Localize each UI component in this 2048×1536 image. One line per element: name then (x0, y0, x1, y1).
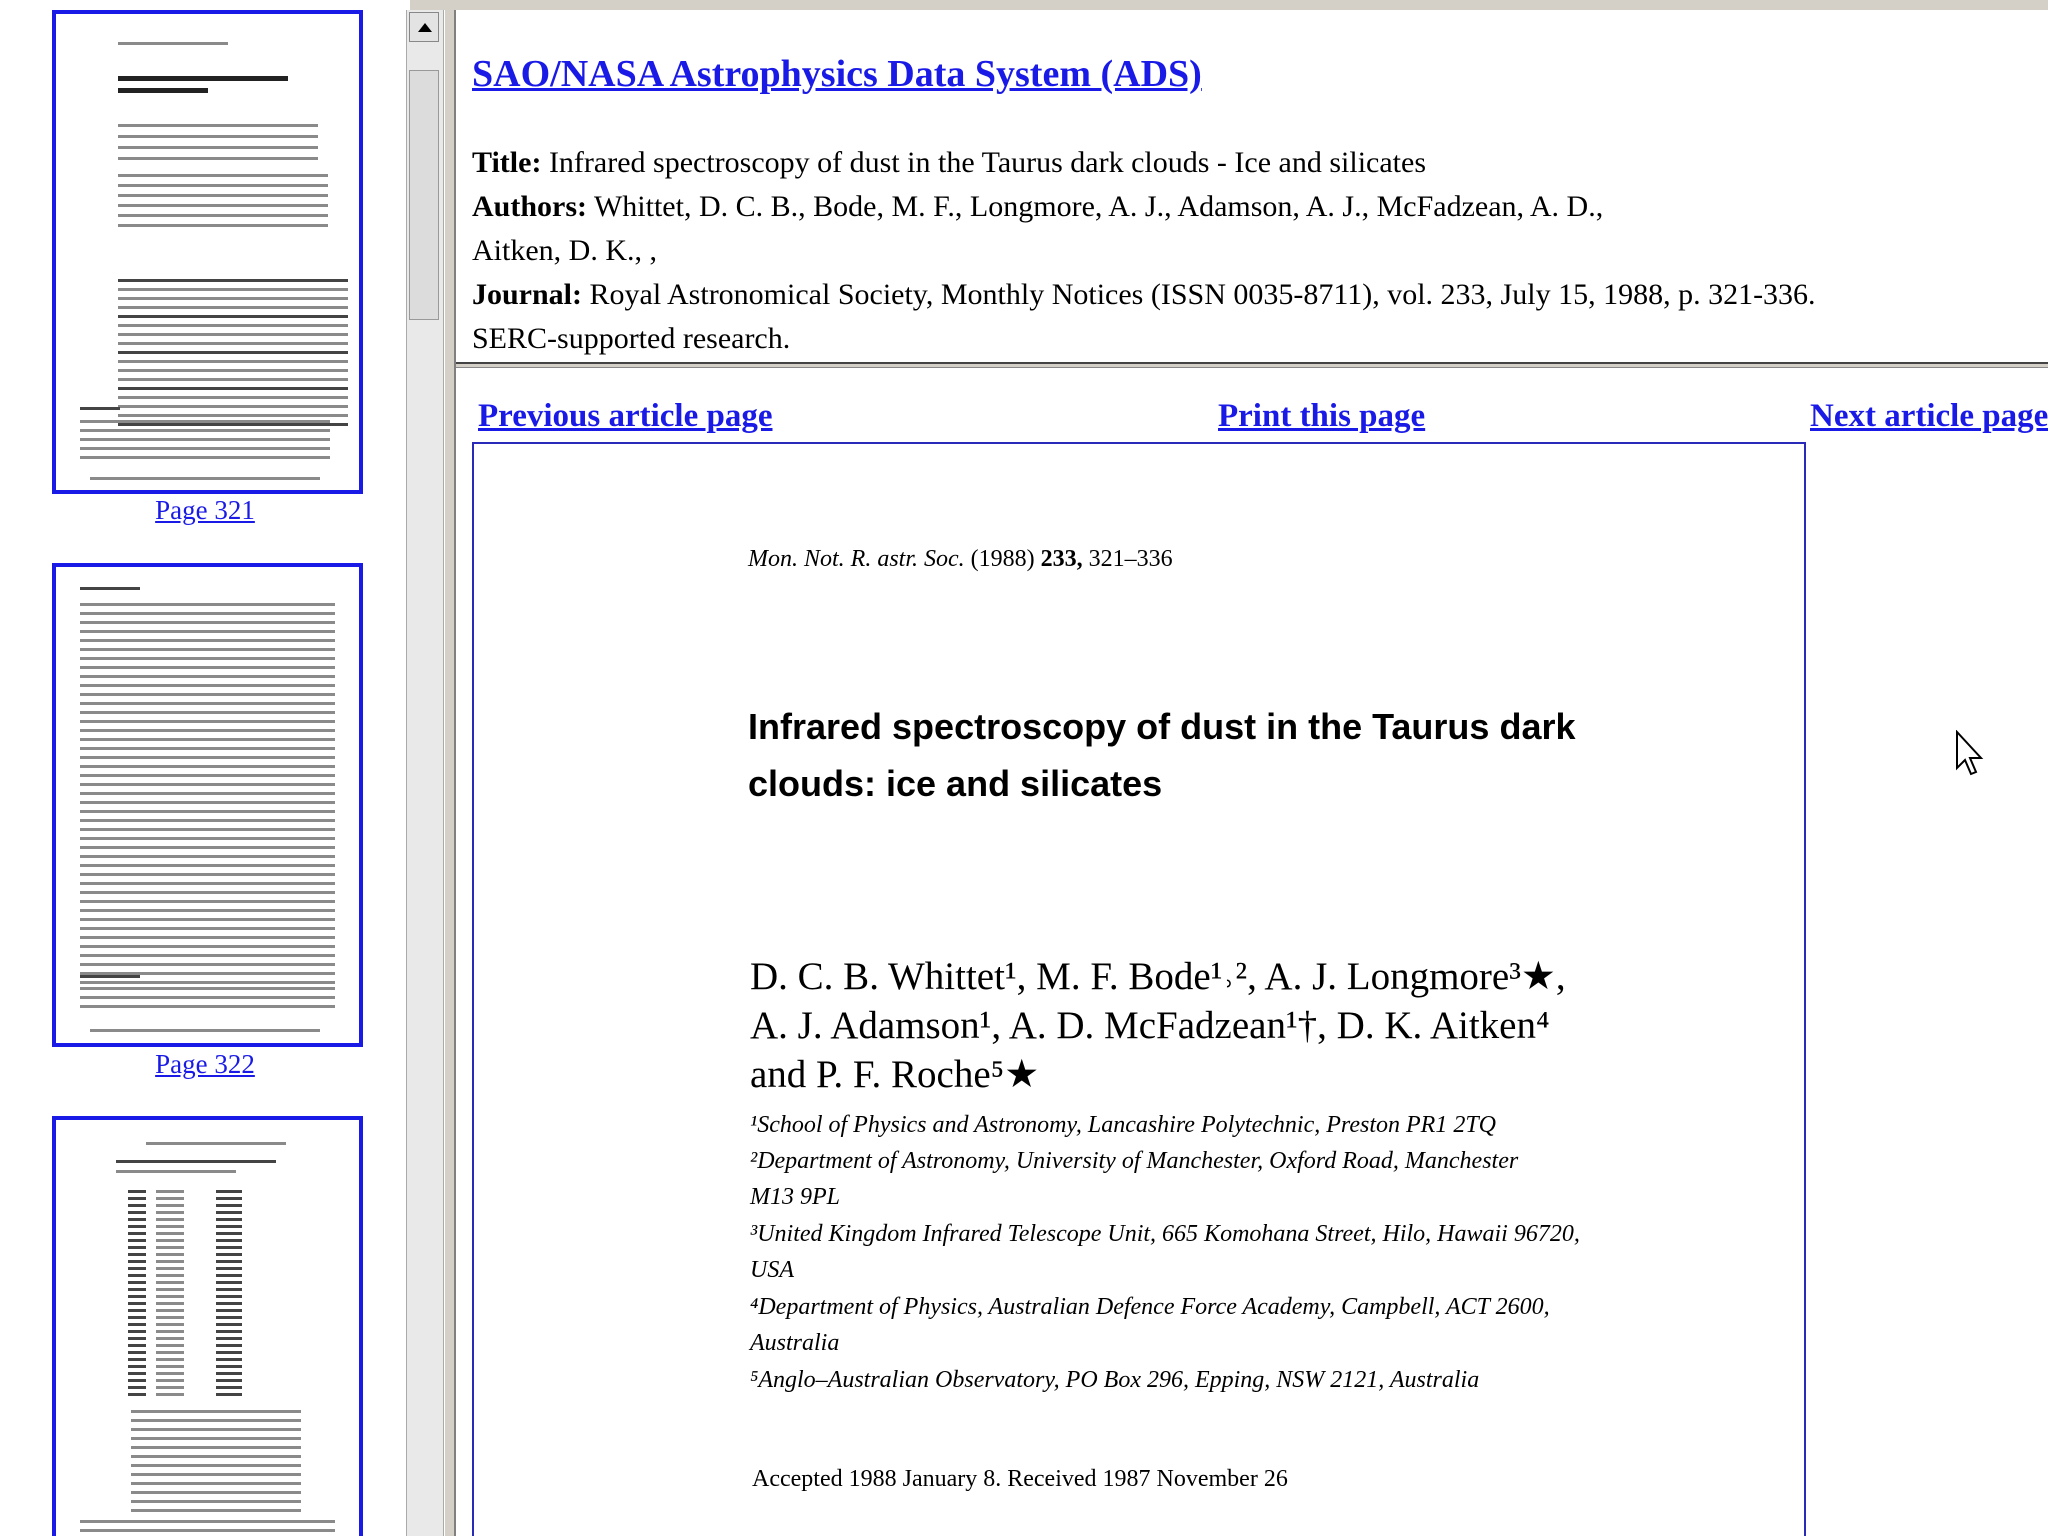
thumbnail-text-line (80, 864, 335, 867)
thumbnail-text-line (118, 396, 348, 399)
thumbnail-text-line (80, 612, 335, 615)
thumbnail-text-line (156, 1337, 184, 1340)
thumbnail-text-line (80, 927, 335, 930)
page-thumbnail-322[interactable] (52, 563, 363, 1047)
thumbnail-text-line (128, 1260, 146, 1263)
thumbnail-scrollbar[interactable] (406, 10, 444, 1536)
thumbnail-text-line (216, 1260, 242, 1263)
journal-row (472, 278, 1816, 312)
thumbnail-text-line (216, 1323, 242, 1326)
affiliation-line: M13 9PL (750, 1184, 840, 1210)
thumbnail-text-line (156, 1330, 184, 1333)
thumbnail-text-line (80, 981, 335, 984)
thumbnail-text-line (80, 407, 120, 410)
thumbnail-text-line (128, 1323, 146, 1326)
affiliation-line: ¹School of Physics and Astronomy, Lancashire Polytechnic, Preston PR1 2TQ (750, 1112, 1496, 1138)
thumbnail-text-line (131, 1446, 301, 1449)
thumbnail-text-line (80, 918, 335, 921)
thumbnail-text-line (80, 747, 335, 750)
thumbnail-text-line (131, 1500, 301, 1503)
thumbnail-text-line (118, 174, 328, 177)
thumbnail-text-line (118, 369, 348, 372)
thumbnail-text-line (80, 675, 335, 678)
thumbnail-text-line (118, 88, 208, 93)
thumbnail-text-line (128, 1197, 146, 1200)
thumbnail-text-line (80, 456, 330, 459)
thumbnail-text-line (156, 1323, 184, 1326)
print-this-page-link[interactable]: Print this page (1218, 398, 1426, 434)
thumbnail-text-line (216, 1232, 242, 1235)
thumbnail-text-line (116, 1170, 236, 1173)
thumbnail-text-line (80, 711, 335, 714)
authors-row-continued (472, 234, 657, 268)
thumbnail-text-line (118, 351, 348, 354)
thumbnail-text-line (128, 1267, 146, 1270)
thumbnail-text-line (80, 1520, 335, 1523)
journal-value: Royal Astronomical Society, Monthly Notices (ISSN 0035-8711), vol. 233, July 15, 1988, p. 321-336. (589, 278, 1816, 311)
authors-line: A. J. Adamson¹, A. D. McFadzean¹†, D. K. Aitken⁴ (750, 1004, 1550, 1047)
thumbnail-text-line (80, 1529, 335, 1532)
thumbnail-text-line (156, 1232, 184, 1235)
thumbnail-text-line (90, 477, 320, 480)
thumbnail-text-line (128, 1225, 146, 1228)
citation-pages: 321–336 (1088, 546, 1173, 572)
thumbnail-text-line (146, 1142, 286, 1145)
thumbnail-text-line (156, 1204, 184, 1207)
thumbnail-text-line (216, 1344, 242, 1347)
thumbnail-text-line (156, 1302, 184, 1305)
thumbnail-text-line (118, 288, 348, 291)
thumbnail-text-line (216, 1239, 242, 1242)
thumbnail-text-line (216, 1225, 242, 1228)
thumbnail-text-line (128, 1295, 146, 1298)
thumbnail-text-line (128, 1239, 146, 1242)
thumbnail-text-line (128, 1358, 146, 1361)
authors-value-continued: Aitken, D. K., , (472, 234, 657, 267)
thumbnail-text-line (156, 1365, 184, 1368)
thumbnail-text-line (216, 1246, 242, 1249)
thumbnail-text-line (156, 1211, 184, 1214)
thumbnail-text-line (118, 387, 348, 390)
page-thumbnail-323[interactable] (52, 1116, 363, 1536)
thumbnail-text-line (131, 1482, 301, 1485)
affiliation-line: ⁵Anglo–Australian Observatory, PO Box 296, Epping, NSW 2121, Australia (750, 1367, 1480, 1393)
thumbnail-text-line (118, 42, 228, 45)
thumbnail-text-line (128, 1218, 146, 1221)
thumbnail-text-line (216, 1281, 242, 1284)
thumbnail-text-line (80, 438, 330, 441)
thumbnail-text-line (80, 729, 335, 732)
thumbnail-text-line (131, 1437, 301, 1440)
thumbnail-text-line (80, 720, 335, 723)
thumbnail-text-line (80, 783, 335, 786)
thumbnail-text-line (118, 324, 348, 327)
thumbnail-text-line (118, 184, 328, 187)
thumbnail-text-line (156, 1393, 184, 1396)
thumbnail-text-line (80, 900, 335, 903)
thumbnail-text-line (156, 1372, 184, 1375)
thumbnail-text-line (80, 702, 335, 705)
thumbnail-text-line (156, 1281, 184, 1284)
thumbnail-text-line (216, 1274, 242, 1277)
thumbnail-text-line (216, 1218, 242, 1221)
thumbnail-text-line (118, 135, 318, 138)
thumbnail-text-line (131, 1410, 301, 1413)
abstract-header-frame (456, 10, 2048, 362)
thumbnail-text-line (216, 1288, 242, 1291)
thumbnail-text-line (216, 1358, 242, 1361)
thumbnail-text-line (80, 666, 335, 669)
thumbnail-text-line (131, 1491, 301, 1494)
thumbnail-text-line (131, 1509, 301, 1512)
thumbnail-text-line (118, 306, 348, 309)
journal-label: Journal: (472, 278, 583, 311)
affiliation-line: USA (750, 1257, 794, 1283)
thumbnail-text-line (118, 194, 328, 197)
thumbnail-text-line (128, 1316, 146, 1319)
thumbnail-text-line (80, 621, 335, 624)
thumbnail-text-line (118, 124, 318, 127)
thumbnail-text-line (128, 1386, 146, 1389)
thumbnail-text-line (128, 1281, 146, 1284)
thumbnail-text-line (216, 1267, 242, 1270)
thumbnail-text-line (216, 1372, 242, 1375)
thumbnail-text-line (118, 360, 348, 363)
thumbnail-text-line (128, 1309, 146, 1312)
thumbnail-text-line (128, 1344, 146, 1347)
note-row (472, 322, 790, 356)
thumbnail-text-line (118, 315, 348, 318)
thumbnail-text-line (80, 996, 335, 999)
thumbnail-text-line (216, 1309, 242, 1312)
thumbnail-text-line (80, 657, 335, 660)
scroll-up-arrow-icon[interactable] (409, 12, 439, 42)
article-title-line: clouds: ice and silicates (748, 763, 1163, 804)
thumbnail-text-line (80, 987, 335, 990)
thumbnail-text-line (128, 1337, 146, 1340)
thumbnail-text-line (216, 1190, 242, 1193)
thumbnail-text-line (128, 1190, 146, 1193)
thumbnail-text-line (80, 1005, 335, 1008)
note-value: SERC-supported research. (472, 322, 791, 355)
thumbnail-text-line (128, 1274, 146, 1277)
thumbnail-text-line (80, 684, 335, 687)
thumbnail-text-line (156, 1295, 184, 1298)
thumbnail-text-line (156, 1190, 184, 1193)
affiliation-line: ⁴Department of Physics, Australian Defence Force Academy, Campbell, ACT 2600, (750, 1294, 1550, 1320)
thumbnail-text-line (131, 1455, 301, 1458)
thumbnail-text-line (156, 1288, 184, 1291)
thumbnail-text-line (216, 1337, 242, 1340)
thumbnail-text-line (156, 1316, 184, 1319)
thumbnail-text-line (128, 1246, 146, 1249)
thumbnail-text-line (128, 1330, 146, 1333)
citation-year: (1988) (970, 546, 1035, 572)
thumbnail-text-line (80, 837, 335, 840)
thumbnail-text-line (216, 1330, 242, 1333)
article-authors (750, 952, 1730, 1099)
thumbnail-text-line (80, 639, 335, 642)
thumbnail-text-line (216, 1393, 242, 1396)
thumbnail-text-line (156, 1239, 184, 1242)
thumbnail-text-line (156, 1386, 184, 1389)
journal-citation (748, 546, 1173, 573)
thumbnail-text-line (80, 801, 335, 804)
thumbnail-text-line (80, 420, 330, 423)
thumbnail-text-line (80, 882, 335, 885)
thumbnail-text-line (80, 975, 140, 978)
thumbnail-text-line (80, 963, 335, 966)
title-row (472, 146, 1426, 180)
next-article-page-link[interactable]: Next article page (1810, 398, 2048, 434)
thumbnail-text-line (80, 630, 335, 633)
thumbnail-text-line (156, 1197, 184, 1200)
thumbnail-text-line (156, 1260, 184, 1263)
thumbnail-link-page-321[interactable]: Page 321 (155, 495, 255, 525)
thumbnail-text-line (128, 1365, 146, 1368)
thumbnail-text-line (80, 756, 335, 759)
thumbnail-text-line (216, 1379, 242, 1382)
thumbnail-text-line (80, 909, 335, 912)
thumbnail-text-line (80, 945, 335, 948)
frame-divider[interactable] (444, 10, 456, 1536)
thumbnail-text-line (118, 405, 348, 408)
thumbnail-text-line (128, 1204, 146, 1207)
thumbnail-text-line (80, 603, 335, 606)
thumbnail-text-line (80, 936, 335, 939)
thumbnail-text-line (80, 447, 330, 450)
ads-home-link[interactable]: SAO/NASA Astrophysics Data System (ADS) (472, 53, 1202, 95)
thumbnail-text-line (156, 1309, 184, 1312)
thumbnail-text-line (118, 76, 288, 81)
thumbnail-text-line (128, 1232, 146, 1235)
thumbnail-text-line (216, 1211, 242, 1214)
thumbnail-text-line (128, 1302, 146, 1305)
thumbnail-text-line (80, 828, 335, 831)
thumbnail-text-line (131, 1419, 301, 1422)
thumbnail-text-line (80, 738, 335, 741)
thumbnail-text-line (118, 146, 318, 149)
article-title-line: Infrared spectroscopy of dust in the Taurus dark (748, 706, 1576, 747)
thumbnail-text-line (118, 333, 348, 336)
thumbnail-text-line (128, 1372, 146, 1375)
thumbnail-text-line (80, 810, 335, 813)
thumbnail-text-line (156, 1274, 184, 1277)
thumbnail-text-line (156, 1253, 184, 1256)
thumbnail-text-line (80, 765, 335, 768)
title-label: Title: (472, 146, 542, 179)
thumbnail-text-line (156, 1379, 184, 1382)
thumbnail-text-line (118, 342, 348, 345)
authors-value: Whittet, D. C. B., Bode, M. F., Longmore, A. J., Adamson, A. J., McFadzean, A. D., (593, 190, 1604, 223)
thumbnail-text-line (216, 1302, 242, 1305)
thumbnail-text-line (118, 423, 348, 426)
thumbnail-text-line (118, 378, 348, 381)
citation-journal: Mon. Not. R. astr. Soc. (748, 546, 965, 572)
thumbnail-text-line (116, 1160, 276, 1163)
page-thumbnail-321[interactable] (52, 10, 363, 494)
thumbnail-text-line (80, 792, 335, 795)
thumbnail-text-line (216, 1351, 242, 1354)
thumbnail-text-line (128, 1393, 146, 1396)
scrollbar-thumb[interactable] (409, 70, 439, 320)
thumbnail-text-line (80, 587, 140, 590)
thumbnail-text-line (118, 297, 348, 300)
thumbnail-text-line (90, 1029, 320, 1032)
authors-line: D. C. B. Whittet¹, M. F. Bode¹˒², A. J. Longmore³★, (750, 955, 1566, 998)
thumbnail-text-line (118, 414, 348, 417)
thumbnail-text-line (80, 648, 335, 651)
thumbnail-text-line (80, 429, 330, 432)
thumbnail-text-line (216, 1365, 242, 1368)
thumbnail-text-line (118, 157, 318, 160)
thumbnail-text-line (118, 279, 348, 282)
thumbnail-text-line (128, 1288, 146, 1291)
thumbnail-text-line (128, 1379, 146, 1382)
article-page-frame (456, 368, 2048, 1536)
mouse-pointer-icon (1955, 730, 1985, 780)
thumbnail-text-line (216, 1316, 242, 1319)
title-value: Infrared spectroscopy of dust in the Taurus dark clouds - Ice and silicates (548, 146, 1426, 179)
thumbnail-text-line (118, 224, 328, 227)
thumbnail-text-line (128, 1253, 146, 1256)
thumbnail-text-line (80, 891, 335, 894)
thumbnail-text-line (128, 1351, 146, 1354)
thumbnail-text-line (156, 1225, 184, 1228)
thumbnail-text-line (156, 1351, 184, 1354)
thumbnail-text-line (156, 1344, 184, 1347)
thumbnail-text-line (80, 693, 335, 696)
thumbnail-text-line (80, 954, 335, 957)
thumbnail-text-line (80, 846, 335, 849)
thumbnail-text-line (80, 774, 335, 777)
thumbnail-text-line (216, 1204, 242, 1207)
thumbnail-text-line (131, 1473, 301, 1476)
thumbnail-text-line (131, 1464, 301, 1467)
thumbnail-text-line (128, 1211, 146, 1214)
affiliation-line: Australia (750, 1330, 840, 1356)
previous-article-page-link[interactable]: Previous article page (478, 398, 773, 434)
thumbnail-link-page-322[interactable]: Page 322 (155, 1049, 255, 1079)
accepted-received-dates: Accepted 1988 January 8. Received 1987 November 26 (752, 1466, 1288, 1492)
thumbnail-text-line (118, 214, 328, 217)
thumbnail-text-line (156, 1358, 184, 1361)
thumbnail-frame (0, 0, 410, 1536)
thumbnail-text-line (156, 1218, 184, 1221)
citation-volume: 233, (1040, 546, 1083, 572)
thumbnail-text-line (118, 204, 328, 207)
thumbnail-text-line (80, 873, 335, 876)
authors-label: Authors: (472, 190, 588, 223)
thumbnail-text-line (80, 819, 335, 822)
thumbnail-text-line (216, 1253, 242, 1256)
authors-row (472, 190, 1603, 224)
thumbnail-text-line (80, 855, 335, 858)
thumbnail-text-line (216, 1197, 242, 1200)
affiliation-line: ²Department of Astronomy, University of Manchester, Oxford Road, Manchester (750, 1148, 1519, 1174)
thumbnail-text-line (131, 1428, 301, 1431)
thumbnail-text-line (156, 1267, 184, 1270)
scanned-page-image[interactable] (472, 442, 1806, 1536)
thumbnail-text-line (216, 1295, 242, 1298)
thumbnail-text-line (156, 1246, 184, 1249)
article-title (748, 698, 1648, 812)
thumbnail-text-line (216, 1386, 242, 1389)
affiliation-line: ³United Kingdom Infrared Telescope Unit, 665 Komohana Street, Hilo, Hawaii 96720, (750, 1221, 1580, 1247)
authors-line: and P. F. Roche⁵★ (750, 1053, 1040, 1096)
